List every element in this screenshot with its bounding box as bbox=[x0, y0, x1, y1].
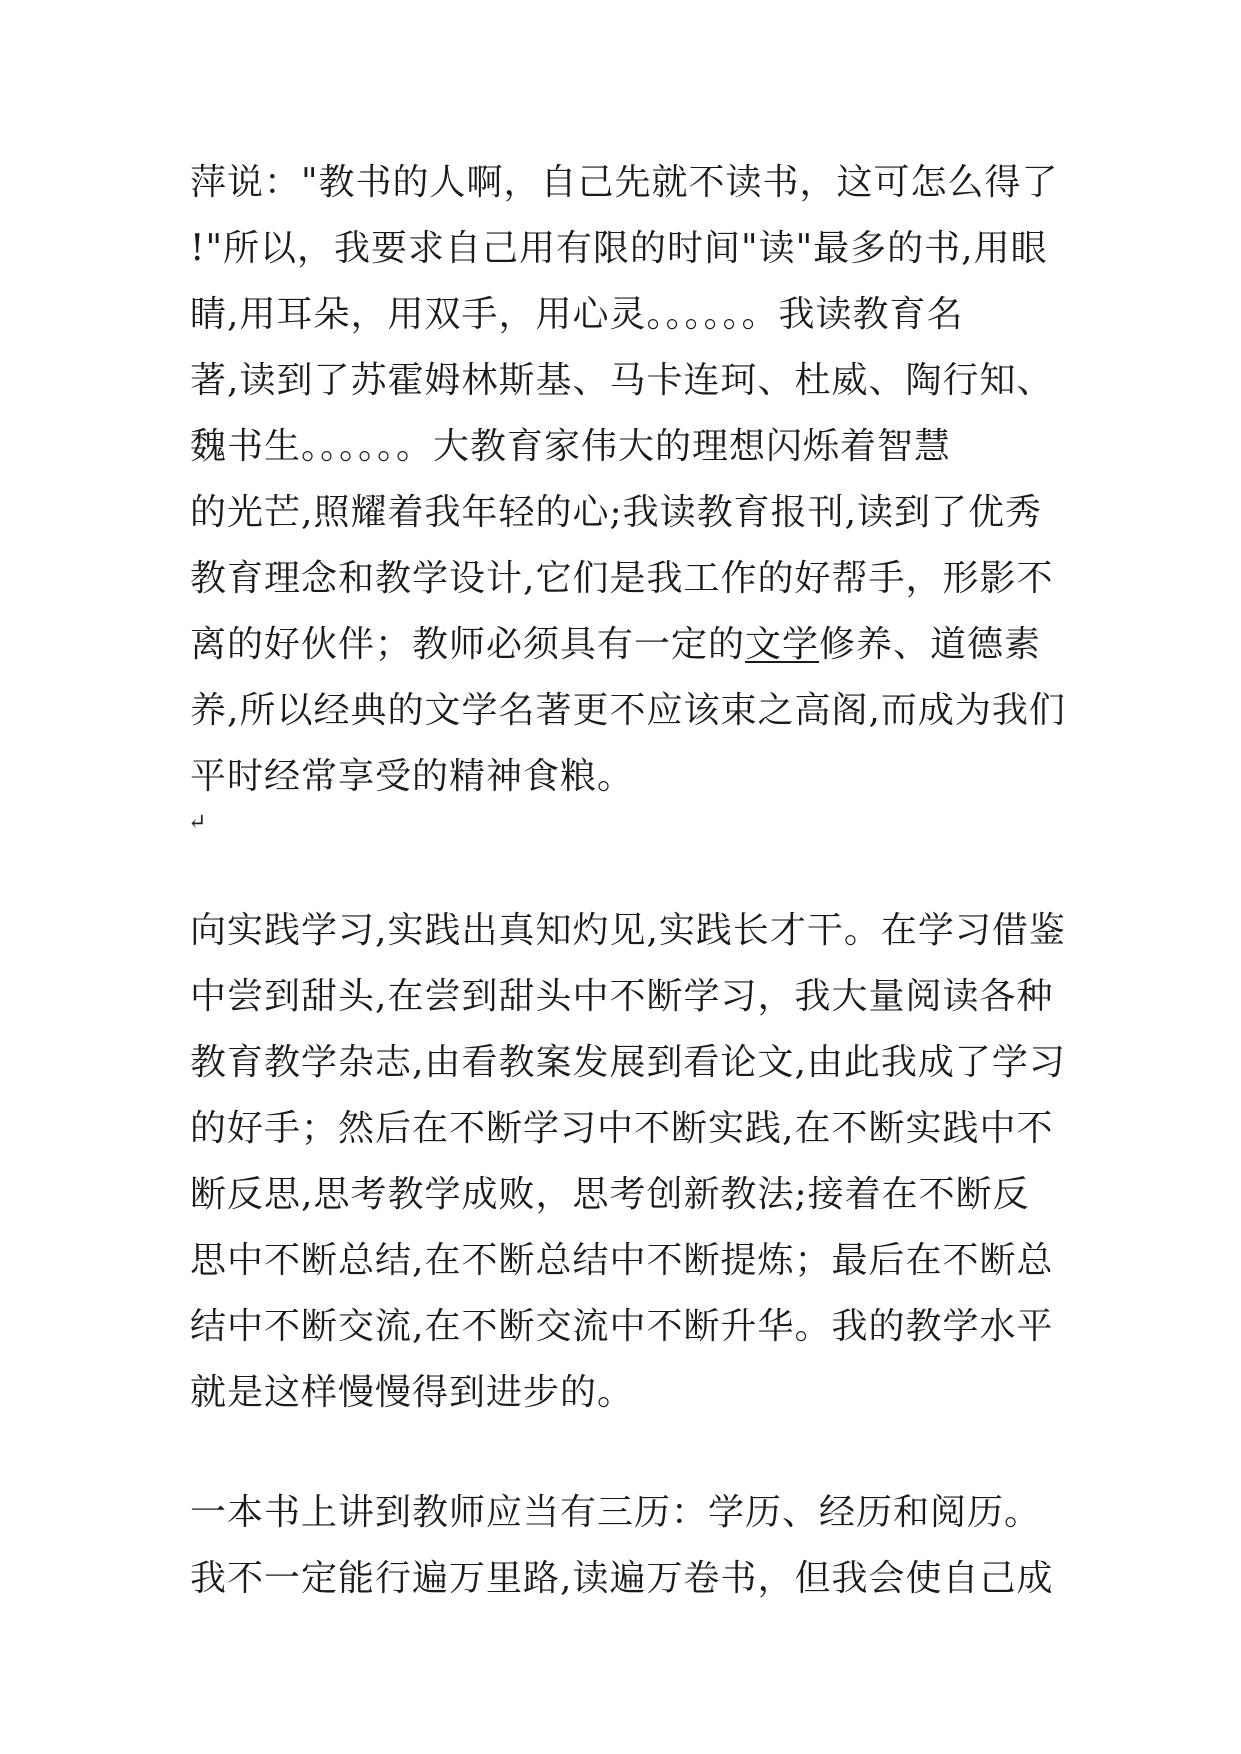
text-line: 养,所以经典的文学名著更不应该束之高阁,而成为我们 bbox=[190, 690, 1066, 731]
text-line: 平时经常享受的精神食粮。 bbox=[190, 756, 635, 797]
paragraph-reading bbox=[190, 150, 1070, 810]
text-line: 睛,用耳朵，用双手，用心灵。。。。。。我读教育名 bbox=[190, 294, 964, 335]
paragraph-practice bbox=[190, 898, 1070, 1426]
text-line: 教育理念和教学设计,它们是我工作的好帮手，形影不 bbox=[190, 558, 1054, 599]
text-line: 著,读到了苏霍姆林斯基、马卡连珂、杜威、陶行知、 bbox=[190, 360, 1054, 401]
text-line: 结中不断交流,在不断交流中不断升华。我的教学水平 bbox=[190, 1306, 1054, 1347]
paragraph-mark-icon: ↵ bbox=[188, 810, 207, 835]
text-line: 一本书上讲到教师应当有三历：学历、经历和阅历。 bbox=[190, 1492, 1042, 1533]
text-line: 向实践学习,实践出真知灼见,实践长才干。在学习借鉴 bbox=[190, 910, 1066, 951]
text-line: 的光芒,照耀着我年轻的心;我读教育报刊,读到了优秀 bbox=[190, 492, 1043, 533]
text-line: 的好手；然后在不断学习中不断实践,在不断实践中不 bbox=[190, 1108, 1054, 1149]
text-line: 萍说："教书的人啊，自己先就不读书，这可怎么得了 bbox=[190, 162, 1059, 203]
text-segment: 离的好伙伴；教师必须具有一定的 bbox=[190, 624, 746, 665]
paragraph-three-experiences bbox=[190, 1480, 1070, 1612]
text-line: 教育教学杂志,由看教案发展到看论文,由此我成了学习 bbox=[190, 1042, 1066, 1083]
text-line: 魏书生。。。。。。大教育家伟大的理想闪烁着智慧 bbox=[190, 426, 952, 467]
text-line: 就是这样慢慢得到进步的。 bbox=[190, 1372, 635, 1413]
text-line: 思中不断总结,在不断总结中不断提炼；最后在不断总 bbox=[190, 1240, 1054, 1281]
text-line: !"所以，我要求自己用有限的时间"读"最多的书,用眼 bbox=[190, 228, 1048, 269]
text-line: 断反思,思考教学成败，思考创新教法;接着在不断反 bbox=[190, 1174, 1030, 1215]
underlined-word-literature: 文学 bbox=[745, 624, 820, 665]
text-line: 我不一定能行遍万里路,读遍万卷书，但我会使自己成 bbox=[190, 1558, 1054, 1599]
text-segment: 修养、道德素 bbox=[819, 624, 1042, 665]
text-line: 中尝到甜头,在尝到甜头中不断学习，我大量阅读各种 bbox=[190, 976, 1054, 1017]
text-line bbox=[190, 612, 1070, 678]
